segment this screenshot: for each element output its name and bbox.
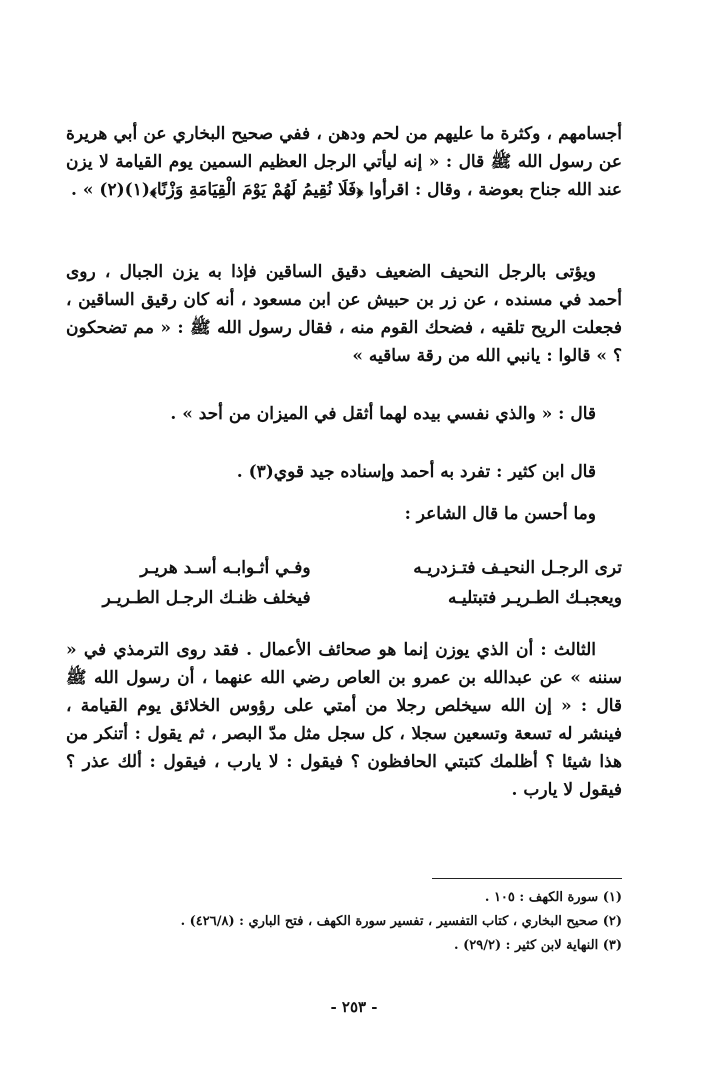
footnotes bbox=[66, 886, 622, 958]
paragraph-bukhari-hadith bbox=[66, 120, 622, 204]
page-number: - ٢٥٣ - bbox=[330, 998, 378, 1016]
paragraph-third-point bbox=[66, 636, 622, 804]
poem-verse bbox=[66, 584, 622, 614]
poem-first-hemistich: ترى الرجـل النحيـف فتـزدريـه bbox=[413, 558, 622, 578]
poem-second-hemistich: وفـي أثـوابـه أسـد هريـر bbox=[140, 558, 311, 578]
footnote-divider bbox=[432, 878, 622, 879]
poem-second-hemistich: فيخلف ظنـك الرجـل الطـريـر bbox=[102, 588, 311, 608]
footnote-item: (٣) النهاية لابن كثير : (٢٩/٢) . bbox=[454, 938, 622, 953]
poem-first-hemistich: ويعجبـك الطـريـر فتبتليـه bbox=[447, 588, 622, 608]
poem bbox=[66, 554, 622, 614]
paragraph-ibn-kathir bbox=[66, 458, 622, 486]
paragraph-text: الثالث : أن الذي يوزن إنما هو صحائف الأعمال . فقد روى الترمذي في « سننه » عن عبدالله بن عمرو بن العاص رضي الله عنهما ، أن رسول الله ﷺ قال : « إن الله سيخلص رجلا من أمتي على رؤوس الخلائق يوم القيامة ، فينشر له تسعة وتسعين سجلا ، كل سجل مثل مدّ البصر ، ثم يقول : أتنكر من هذا شيئا ؟ أظلمك كتبتي الحافظون ؟ فيقول : لا يارب ، فيقول : ألك عذر ؟ فيقول لا يارب . bbox=[66, 640, 622, 800]
paragraph-text: قال : « والذي نفسي بيده لهما أثقل في الميزان من أحد » . bbox=[170, 404, 596, 424]
poem-verse bbox=[66, 554, 622, 584]
paragraph-poet-intro bbox=[66, 500, 622, 528]
paragraph-text: أجسامهم ، وكثرة ما عليهم من لحم ودهن ، ففي صحيح البخاري عن أبي هريرة عن رسول الله ﷺ قال : « إنه ليأتي الرجل العظيم السمين يوم القيامة لا يزن عند الله جناح بعوضة ، وقال : اقرأوا ﴿فَلَا نُقِيمُ لَهُمْ يَوْمَ الْقِيَامَةِ وَزْنًا﴾(١)(٢) » . bbox=[66, 124, 622, 200]
paragraph-text: وما أحسن ما قال الشاعر : bbox=[404, 504, 596, 524]
footnote-item: (٢) صحيح البخاري ، كتاب التفسير ، تفسير سورة الكهف ، فتح الباري : (٤٢٦/٨) . bbox=[180, 914, 622, 929]
paragraph-text: قال ابن كثير : تفرد به أحمد وإسناده جيد قوي(٣) . bbox=[236, 462, 596, 482]
paragraph-text: ويؤتى بالرجل النحيف الضعيف دقيق الساقين فإذا به يزن الجبال ، روى أحمد في مسنده ، عن زر بن حبيش عن ابن مسعود ، أنه كان رقيق الساقين ، فجعلت الريح تلقيه ، فضحك القوم منه ، فقال رسول الله ﷺ : « مم تضحكون ؟ » قالوا : يانبي الله من رقة ساقيه » bbox=[66, 262, 622, 366]
paragraph-thin-man bbox=[66, 258, 622, 370]
footnote-item: (١) سورة الكهف : ١٠٥ . bbox=[484, 890, 622, 905]
paragraph-prophet-saying bbox=[66, 400, 622, 428]
